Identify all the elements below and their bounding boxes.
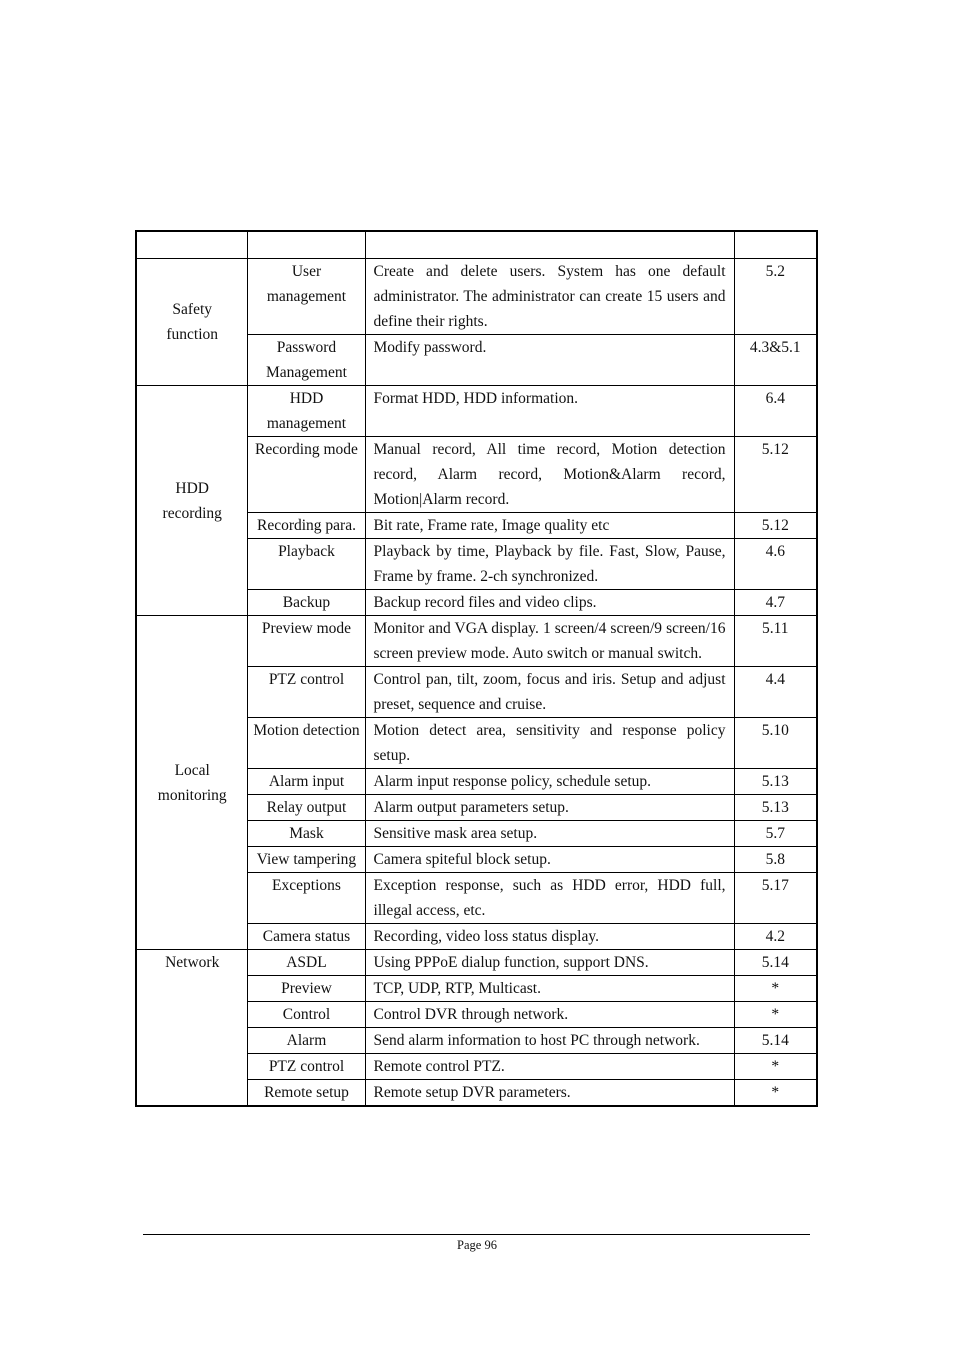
section-cell: 5.13 <box>734 795 817 821</box>
description-cell: Send alarm information to host PC through network. <box>365 1028 734 1054</box>
header-cell-section <box>734 231 817 259</box>
description-cell: Remote control PTZ. <box>365 1054 734 1080</box>
item-cell: Control <box>248 1002 365 1028</box>
description-cell: Control pan, tilt, zoom, focus and iris. Setup and adjust preset, sequence and cruise. <box>365 667 734 718</box>
section-cell: 4.6 <box>734 539 817 590</box>
header-cell-item <box>248 231 365 259</box>
item-cell: Remote setup <box>248 1080 365 1107</box>
description-cell: Exception response, such as HDD error, HDD full, illegal access, etc. <box>365 873 734 924</box>
description-cell: Control DVR through network. <box>365 1002 734 1028</box>
item-cell: Preview <box>248 976 365 1002</box>
section-cell: * <box>734 1002 817 1028</box>
item-cell: PTZ control <box>248 667 365 718</box>
header-cell-category <box>136 231 248 259</box>
section-cell: 5.2 <box>734 259 817 335</box>
item-cell: Motion detection <box>248 718 365 769</box>
table-header-row <box>136 231 817 259</box>
description-cell: Alarm output parameters setup. <box>365 795 734 821</box>
section-cell: 5.10 <box>734 718 817 769</box>
description-cell: Backup record files and video clips. <box>365 590 734 616</box>
table-row <box>136 950 817 976</box>
item-cell: Relay output <box>248 795 365 821</box>
section-cell: 4.3&5.1 <box>734 335 817 386</box>
section-cell: 5.12 <box>734 513 817 539</box>
item-cell: Camera status <box>248 924 365 950</box>
item-cell: Backup <box>248 590 365 616</box>
description-cell: Recording, video loss status display. <box>365 924 734 950</box>
footer-divider <box>143 1234 810 1235</box>
section-cell: 5.11 <box>734 616 817 667</box>
item-cell: View tampering <box>248 847 365 873</box>
header-cell-description <box>365 231 734 259</box>
page-number: Page 96 <box>457 1238 497 1252</box>
description-cell: Format HDD, HDD information. <box>365 386 734 437</box>
function-table-body <box>136 231 817 1106</box>
section-cell: * <box>734 1054 817 1080</box>
section-cell: 5.14 <box>734 1028 817 1054</box>
function-table <box>135 230 818 1107</box>
section-cell: 4.7 <box>734 590 817 616</box>
description-cell: Create and delete users. System has one default administrator. The administrator can create 15 users and define their rights. <box>365 259 734 335</box>
category-cell: HDD recording <box>136 386 248 616</box>
item-cell: Preview mode <box>248 616 365 667</box>
description-cell: Manual record, All time record, Motion detection record, Alarm record, Motion&Alarm record, Motion|Alarm record. <box>365 437 734 513</box>
description-cell: Alarm input response policy, schedule setup. <box>365 769 734 795</box>
item-cell: User management <box>248 259 365 335</box>
category-cell: Local monitoring <box>136 616 248 950</box>
item-cell: Password Management <box>248 335 365 386</box>
item-cell: Mask <box>248 821 365 847</box>
section-cell: 5.17 <box>734 873 817 924</box>
description-cell: Bit rate, Frame rate, Image quality etc <box>365 513 734 539</box>
table-row <box>136 616 817 667</box>
description-cell: Using PPPoE dialup function, support DNS. <box>365 950 734 976</box>
item-cell: HDD management <box>248 386 365 437</box>
section-cell: 5.8 <box>734 847 817 873</box>
item-cell: Playback <box>248 539 365 590</box>
description-cell: TCP, UDP, RTP, Multicast. <box>365 976 734 1002</box>
category-cell: Safety function <box>136 259 248 386</box>
description-cell: Remote setup DVR parameters. <box>365 1080 734 1107</box>
section-cell: * <box>734 976 817 1002</box>
section-cell: 4.4 <box>734 667 817 718</box>
item-cell: Recording para. <box>248 513 365 539</box>
description-cell: Camera spiteful block setup. <box>365 847 734 873</box>
item-cell: Alarm input <box>248 769 365 795</box>
category-cell: Network <box>136 950 248 1107</box>
description-cell: Motion detect area, sensitivity and response policy setup. <box>365 718 734 769</box>
item-cell: ASDL <box>248 950 365 976</box>
description-cell: Playback by time, Playback by file. Fast, Slow, Pause, Frame by frame. 2-ch synchronized. <box>365 539 734 590</box>
section-cell: 5.14 <box>734 950 817 976</box>
description-cell: Modify password. <box>365 335 734 386</box>
table-row <box>136 259 817 335</box>
section-cell: * <box>734 1080 817 1107</box>
description-cell: Sensitive mask area setup. <box>365 821 734 847</box>
section-cell: 6.4 <box>734 386 817 437</box>
item-cell: Alarm <box>248 1028 365 1054</box>
section-cell: 5.7 <box>734 821 817 847</box>
description-cell: Monitor and VGA display. 1 screen/4 screen/9 screen/16 screen preview mode. Auto switch or manual switch. <box>365 616 734 667</box>
section-cell: 5.12 <box>734 437 817 513</box>
item-cell: Recording mode <box>248 437 365 513</box>
section-cell: 5.13 <box>734 769 817 795</box>
item-cell: PTZ control <box>248 1054 365 1080</box>
section-cell: 4.2 <box>734 924 817 950</box>
table-row <box>136 386 817 437</box>
item-cell: Exceptions <box>248 873 365 924</box>
